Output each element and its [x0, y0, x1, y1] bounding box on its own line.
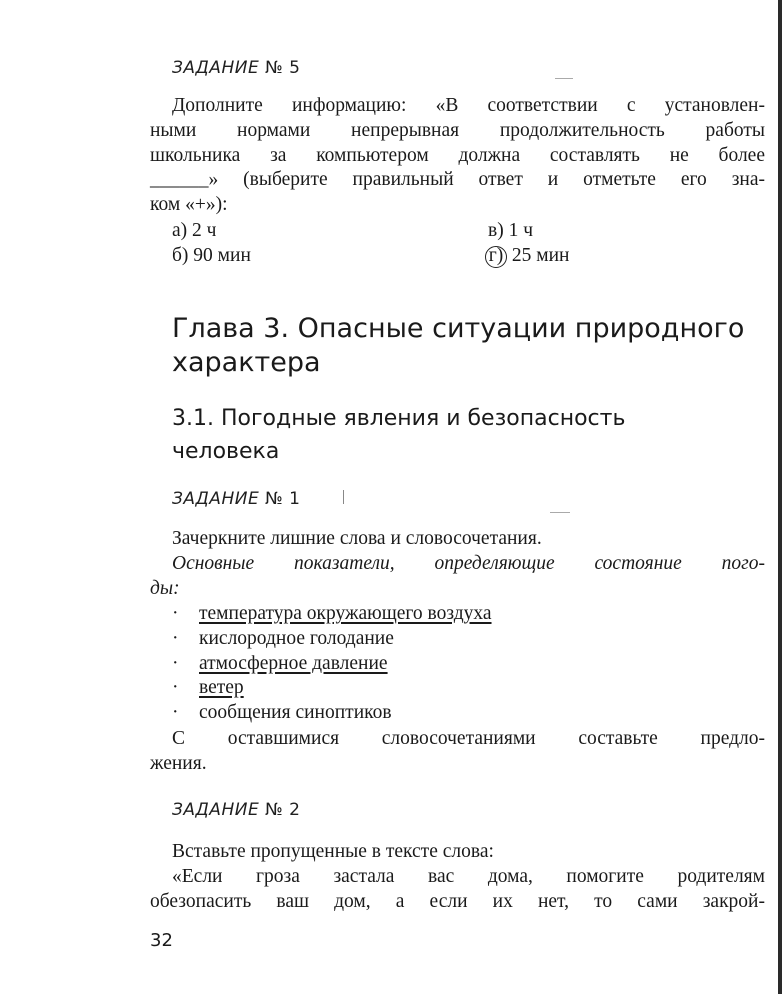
task2-line-1: «Если гроза застала вас дома, помогите родителям — [172, 865, 765, 887]
task2-line-2: обезопасить ваш дом, а если их нет, то сами закрой- — [150, 890, 765, 912]
task2-heading-number: № 2 — [265, 800, 301, 820]
task5-line-1: Дополните информацию: «В соответствии с установлен- — [172, 95, 765, 116]
list-item-text: кислородное голодание — [199, 627, 394, 649]
list-item-text: температура окружающего воздуха — [199, 603, 492, 624]
task1-closing-line-2: жения. — [150, 752, 207, 774]
task5-line-5: ком «+»): — [150, 194, 228, 216]
scan-mark — [343, 490, 344, 504]
chapter-title-line-1: Глава 3. Опасные ситуации природного — [172, 313, 745, 344]
list-item-text: сообщения синоптиков — [199, 702, 392, 724]
list-item-text: атмосферное давление — [199, 652, 388, 674]
task1-list — [172, 602, 506, 726]
chapter-title — [172, 312, 744, 380]
task1-text — [150, 527, 765, 601]
task1-heading-number: № 1 — [265, 489, 301, 509]
section-title — [172, 402, 625, 468]
list-item-text: ветер — [199, 677, 244, 699]
task5-option-g — [488, 244, 569, 269]
page-edge-shadow — [778, 0, 782, 994]
task2-instruction: Вставьте пропущенные в тексте слова: — [172, 841, 494, 862]
task5-option-a: а) 2 ч — [172, 220, 217, 241]
task2-heading-word: ЗАДАНИЕ — [172, 800, 260, 820]
section-title-line-2: человека — [172, 439, 280, 464]
task1-heading-word: ЗАДАНИЕ — [172, 489, 260, 509]
task1-closing — [150, 727, 765, 777]
chapter-title-line-2: характера — [172, 347, 321, 378]
list-item: · температура окружающего воздуха — [172, 602, 506, 627]
answer-circle-mark: г) — [485, 246, 507, 268]
task5-heading-number: № 5 — [265, 58, 301, 78]
task5-option-b: б) 90 мин — [172, 245, 251, 266]
list-item: · атмосферное давление — [172, 652, 388, 674]
task1-heading — [172, 489, 301, 509]
task1-closing-line-1: С оставшимися словосочетаниями составьте предло- — [172, 728, 765, 749]
list-item: · ветер — [172, 677, 244, 699]
task1-instruction: Зачеркните лишние слова и словосочетания. — [172, 528, 542, 549]
task5-heading-word: ЗАДАНИЕ — [172, 58, 260, 78]
scan-mark — [555, 78, 573, 79]
task2-heading — [172, 800, 301, 820]
task5-line-3: школьника за компьютером должна составлять не более — [150, 144, 765, 166]
list-item: · кислородное голодание — [172, 627, 394, 649]
section-title-line-1: 3.1. Погодные явления и безопасность — [172, 406, 626, 431]
task5-text — [150, 94, 765, 218]
task2-text — [150, 840, 765, 914]
scan-mark — [550, 512, 570, 513]
task5-heading — [172, 58, 301, 78]
list-item: · сообщения синоптиков — [172, 702, 392, 724]
task5-option-v: в) 1 ч — [488, 220, 534, 241]
task1-italic-line-2: ды: — [150, 577, 180, 599]
task1-italic-line-1: Основные показатели, определяющие состояние пого- — [172, 552, 765, 574]
page-number: 32 — [150, 930, 173, 951]
task5-option-g-text: 25 мин — [507, 245, 570, 266]
task5-line-4: ______» (выберите правильный ответ и отметьте его зна- — [150, 169, 765, 191]
task5-line-2: ными нормами непрерывная продолжительность работы — [150, 119, 765, 141]
